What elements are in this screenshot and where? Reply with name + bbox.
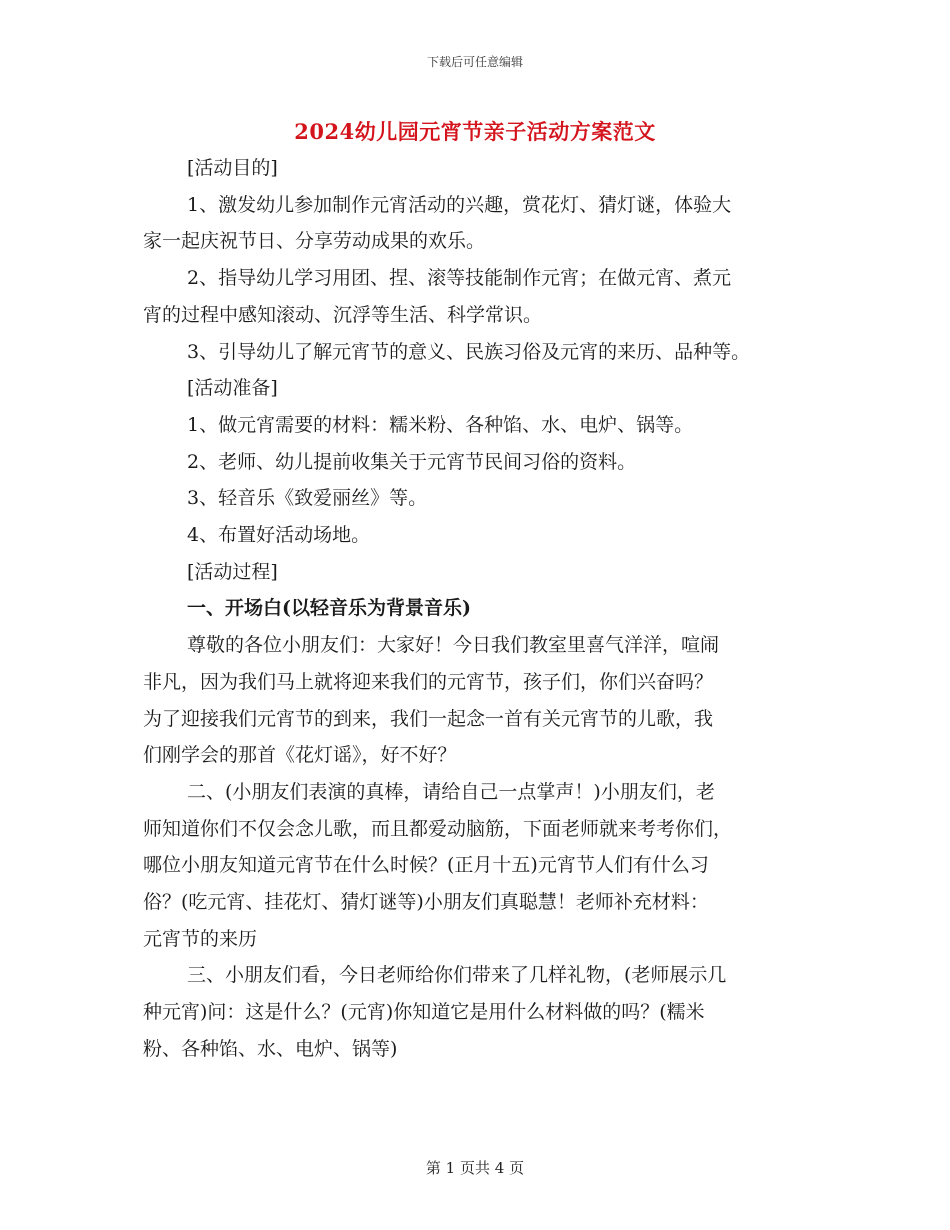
text-line: 尊敬的各位小朋友们：大家好！今日我们教室里喜气洋洋，喧闹 xyxy=(187,634,720,657)
header-note: 下载后可任意编辑 xyxy=(426,55,523,69)
text-line: 非凡，因为我们马上就将迎来我们的元宵节，孩子们，你们兴奋吗？ xyxy=(143,670,714,693)
text-line: 俗？(吃元宵、挂花灯、猜灯谜等)小朋友们真聪慧！老师补充材料： xyxy=(143,891,709,914)
text-line: 1、做元宵需要的材料：糯米粉、各种馅、水、电炉、锅等。 xyxy=(187,413,694,436)
text-line: 4、布置好活动场地。 xyxy=(187,524,371,547)
text-line: 宵的过程中感知滚动、沉浮等生活、科学常识。 xyxy=(143,303,543,326)
text-line: 2、老师、幼儿提前收集关于元宵节民间习俗的资料。 xyxy=(187,450,637,473)
text-line: 种元宵)问：这是什么？(元宵)你知道它是用什么材料做的吗？(糯米 xyxy=(143,1001,705,1024)
document-body xyxy=(143,150,823,1068)
text-line: 哪位小朋友知道元宵节在什么时候？(正月十五)元宵节人们有什么习 xyxy=(143,854,709,877)
text-line: 一、开场白(以轻音乐为背景音乐) xyxy=(187,597,471,620)
text-line: 元宵节的来历 xyxy=(143,927,258,950)
text-line: 3、轻音乐《致爱丽丝》等。 xyxy=(187,487,428,510)
text-line: [活动过程] xyxy=(187,560,278,583)
text-line: 3、引导幼儿了解元宵节的意义、民族习俗及元宵的来历、品种等。 xyxy=(187,340,751,363)
page-footer: 第 1 页共 4 页 xyxy=(425,1159,525,1177)
text-line: 二、(小朋友们表演的真棒，请给自己一点掌声！)小朋友们，老 xyxy=(187,780,715,803)
text-line: 粉、各种馅、水、电炉、锅等) xyxy=(143,1037,398,1060)
text-line: 家一起庆祝节日、分享劳动成果的欢乐。 xyxy=(143,230,486,253)
text-line: 1、激发幼儿参加制作元宵活动的兴趣，赏花灯、猜灯谜，体验大 xyxy=(187,193,732,216)
text-line: 师知道你们不仅会念儿歌，而且都爱动脑筋，下面老师就来考考你们， xyxy=(143,817,733,840)
text-line: [活动准备] xyxy=(187,377,278,400)
document-title: 2024幼儿园元宵节亲子活动方案范文 xyxy=(294,119,656,144)
text-line: 们刚学会的那首《花灯谣》，好不好？ xyxy=(143,744,457,767)
text-line: 三、小朋友们看，今日老师给你们带来了几样礼物，(老师展示几 xyxy=(187,964,727,987)
text-line: 2、指导幼儿学习用团、捏、滚等技能制作元宵；在做元宵、煮元 xyxy=(187,267,732,290)
text-line: [活动目的] xyxy=(187,157,278,179)
text-line: 为了迎接我们元宵节的到来，我们一起念一首有关元宵节的儿歌，我 xyxy=(143,707,714,730)
